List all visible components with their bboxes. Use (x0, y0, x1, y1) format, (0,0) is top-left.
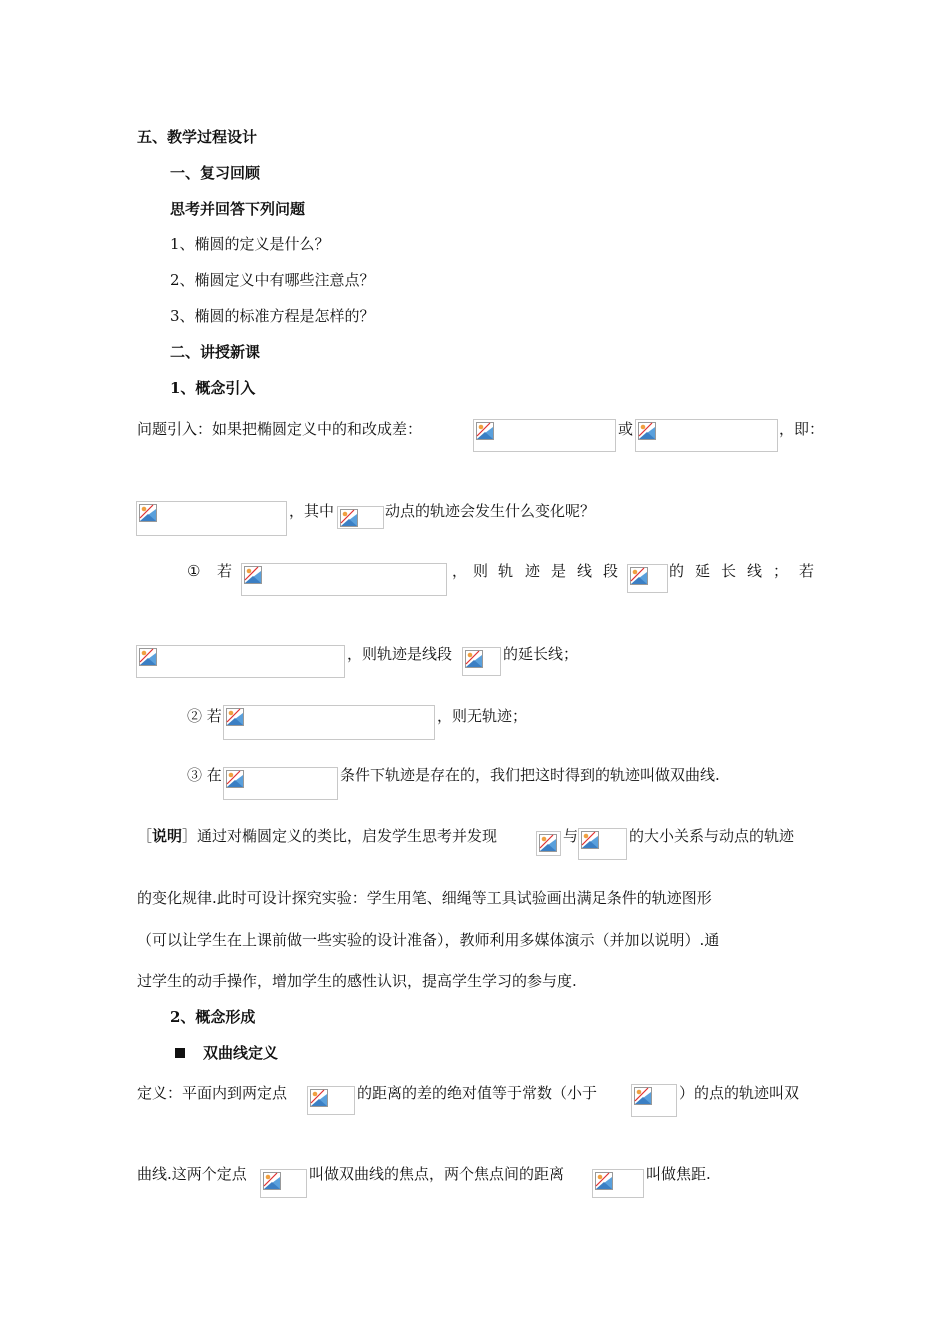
case1-char: 若 (799, 562, 815, 580)
question-3: 3、椭圆的标准方程是怎样的？ (170, 307, 375, 325)
case1-char: 段 (603, 562, 619, 580)
broken-image-icon (634, 1087, 652, 1105)
case1-char: 延 (695, 562, 711, 580)
note-text: ］通过对椭圆定义的类比，启发学生思考并发现 (182, 827, 498, 845)
question-1: 1、椭圆的定义是什么？ (170, 235, 330, 253)
formula-image (536, 831, 561, 856)
broken-image-icon (139, 504, 157, 522)
broken-image-icon (476, 422, 494, 440)
formula-image (337, 506, 384, 529)
note-tail: 的大小关系与动点的轨迹 (629, 827, 795, 845)
broken-image-icon (244, 566, 262, 584)
case1-char: 线 (747, 562, 763, 580)
def2-text-a: 曲线.这两个定点 (137, 1165, 247, 1183)
broken-image-icon (638, 422, 656, 440)
broken-image-icon (263, 1172, 281, 1190)
case1-comma: ， (452, 562, 468, 580)
broken-image-icon (340, 509, 358, 527)
broken-image-icon (139, 648, 157, 666)
formula-image (136, 501, 287, 536)
case3-in: ③ 在 (187, 766, 222, 784)
formula-image (241, 563, 447, 596)
case1-char: 是 (551, 562, 567, 580)
broken-image-icon (226, 708, 244, 726)
case2-if: ② 若 (187, 707, 222, 725)
case1-char: ； (773, 562, 789, 580)
broken-image-icon (630, 567, 648, 585)
note-bracket-open: ［ (137, 827, 153, 845)
formula-image (223, 705, 435, 740)
intro-where: ，其中 (289, 502, 335, 520)
note-line4: 过学生的动手操作，增加学生的感性认识，提高学生学习的参与度. (137, 972, 577, 990)
question-2: 2、椭圆定义中有哪些注意点？ (170, 271, 375, 289)
formula-image (462, 647, 501, 676)
bullet-heading (175, 1043, 278, 1063)
case3-tail: 条件下轨迹是存在的，我们把这时得到的轨迹叫做双曲线. (340, 766, 720, 784)
bullet-square-icon (175, 1048, 185, 1058)
section-review-title: 一、复习回顾 (170, 164, 261, 182)
main-heading: 五、教学过程设计 (137, 128, 258, 146)
broken-image-icon (595, 1172, 613, 1190)
case1b-text: ，则轨迹是线段 (347, 645, 453, 663)
broken-image-icon (465, 650, 483, 668)
case2-tail: ，则无轨迹； (437, 707, 528, 725)
case1-char: 线 (577, 562, 593, 580)
formula-image (631, 1084, 677, 1117)
case1b-tail: 的延长线； (503, 645, 579, 663)
broken-image-icon (226, 770, 244, 788)
case1-char: 轨 (498, 562, 514, 580)
note-label: 说明 (152, 827, 183, 845)
def2-text-c: 叫做焦距. (646, 1165, 711, 1183)
review-subtitle: 思考并回答下列问题 (170, 200, 306, 218)
broken-image-icon (539, 834, 557, 852)
formula-image (627, 564, 668, 593)
intro-text: 问题引入：如果把椭圆定义中的和改成差： (137, 420, 423, 438)
broken-image-icon (581, 831, 599, 849)
note-line2: 的变化规律.此时可设计探究实验：学生用笔、细绳等工具试验画出满足条件的轨迹图形 (137, 889, 712, 907)
def-text-c: ）的点的轨迹叫双 (679, 1084, 800, 1102)
formula-image (635, 419, 778, 452)
case1-char: 则 (473, 562, 489, 580)
intro-or: 或 (618, 420, 634, 438)
note-line3: （可以让学生在上课前做一些实验的设计准备），教师利用多媒体演示（并加以说明）.通 (137, 931, 720, 949)
def-text-a: 定义：平面内到两定点 (137, 1084, 288, 1102)
formula-image (578, 828, 627, 860)
case1-marker: ① (187, 562, 201, 580)
intro-ie: ，即： (779, 420, 825, 438)
formula-image (473, 419, 616, 452)
section-new-title: 二、讲授新课 (170, 343, 261, 361)
formula-image (592, 1169, 644, 1198)
case1-char: 长 (721, 562, 737, 580)
case1-char: 的 (669, 562, 685, 580)
part2-title: 2、概念形成 (170, 1008, 256, 1026)
def-text-b: 的距离的差的绝对值等于常数（小于 (357, 1084, 598, 1102)
bullet-title: 双曲线定义 (203, 1044, 279, 1062)
formula-image (260, 1169, 307, 1198)
case1-if: 若 (217, 562, 233, 580)
intro-question: 动点的轨迹会发生什么变化呢？ (385, 502, 596, 520)
broken-image-icon (310, 1089, 328, 1107)
formula-image (223, 767, 338, 800)
formula-image (307, 1086, 355, 1115)
note-line1-head (137, 826, 497, 846)
note-and: 与 (563, 827, 579, 845)
formula-image (136, 645, 345, 678)
case1-char: 迹 (525, 562, 541, 580)
part1-title: 1、概念引入 (170, 379, 256, 397)
def2-text-b: 叫做双曲线的焦点，两个焦点间的距离 (309, 1165, 565, 1183)
